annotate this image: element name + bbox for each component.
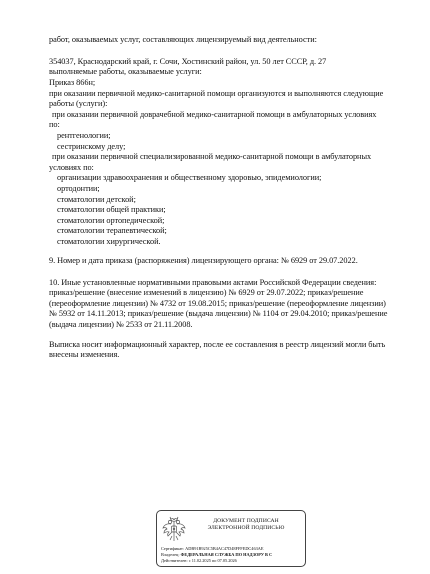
stamp-certificate-label: Сертификат: bbox=[161, 546, 185, 551]
text-line-disclaimer-cont: внесены изменения. bbox=[49, 350, 120, 359]
text-line-address: 354037, Краснодарский край, г. Сочи, Хостинский район, ул. 50 лет СССР, д. 27 bbox=[49, 57, 327, 66]
text-line-orthodontics: ортодонтии; bbox=[57, 184, 100, 193]
text-line-orders-2: (переоформление лицензии) № 4732 от 19.08.2015; приказ/решение (переоформление лицензии) bbox=[49, 299, 386, 308]
text-line-disclaimer: Выписка носит информационный характер, после ее составления в реестр лицензий могли быть bbox=[49, 340, 386, 349]
text-line-pediatric-dentistry: стоматологии детской; bbox=[57, 195, 136, 204]
text-line-primary-care-cont: работы (услуги): bbox=[49, 99, 108, 108]
electronic-signature-stamp bbox=[156, 510, 306, 567]
stamp-validity-value: с 11.02.2025 по 07.05.2026 bbox=[188, 558, 237, 563]
text-line-order: Приказ 866н; bbox=[49, 78, 96, 87]
text-line-works-heading: выполняемые работы, оказываемые услуги: bbox=[49, 67, 202, 76]
stamp-title-line-1: ДОКУМЕНТ ПОДПИСАН bbox=[213, 518, 279, 524]
text-line-specialized-care-cont: условиях по: bbox=[49, 163, 94, 172]
text-line-radiology: рентгенологии; bbox=[57, 131, 111, 140]
stamp-owner-row bbox=[161, 552, 272, 557]
text-line-section-10: 10. Иные установленные нормативными правовыми актами Российской Федерации сведения: bbox=[49, 278, 377, 287]
text-line-orders-4: (выдача лицензии) № 2533 от 21.11.2008. bbox=[49, 320, 193, 329]
text-line-orthopedic-dentistry: стоматологии ортопедической; bbox=[57, 216, 165, 225]
stamp-validity-row bbox=[161, 558, 237, 563]
text-line-orders-3: № 5932 от 14.11.2013; приказ/решение (выдача лицензии) № 1104 от 29.04.2010; приказ/решение bbox=[49, 309, 388, 318]
stamp-validity-label: Действителен: bbox=[161, 558, 188, 563]
text-line-specialized-care: при оказании первичной специализированной медико-санитарной помощи в амбулаторных bbox=[52, 152, 372, 161]
text-line-primary-care: при оказании первичной медико-санитарной помощи организуются и выполняются следующие bbox=[49, 89, 384, 98]
text-line-operations-address-heading: работ, оказываемых услуг, составляющих лицензируемый вид деятельности: bbox=[49, 35, 317, 44]
text-line-nursing: сестринскому делу; bbox=[57, 142, 126, 151]
text-line-surgical-dentistry: стоматологии хирургической. bbox=[57, 237, 161, 246]
text-line-therapeutic-dentistry: стоматологии терапевтической; bbox=[57, 226, 167, 235]
text-line-general-dentistry: стоматологии общей практики; bbox=[57, 205, 166, 214]
text-line-section-9: 9. Номер и дата приказа (распоряжения) лицензирующего органа: № 6929 от 29.07.2022. bbox=[49, 256, 358, 265]
stamp-title-line-2: ЭЛЕКТРОННОЙ ПОДПИСЬЮ bbox=[207, 525, 285, 531]
text-line-orders-1: приказ/решение (внесение изменений в лицензию) № 6929 от 29.07.2022; приказ/решение bbox=[49, 288, 364, 297]
text-line-healthcare-organization: организации здравоохранения и общественному здоровью, эпидемиологии; bbox=[57, 173, 322, 182]
stamp-owner-label: Владелец: bbox=[161, 552, 180, 557]
text-line-prehospital-care: при оказании первичной доврачебной медико-санитарной помощи в амбулаторных условиях bbox=[52, 110, 377, 119]
stamp-certificate-value: ADB91B925C5B4AC47D48FFFEDC463AE bbox=[185, 546, 264, 551]
stamp-certificate-row bbox=[161, 546, 263, 551]
double-headed-eagle-emblem-icon bbox=[161, 515, 187, 543]
stamp-owner-value: ФЕДЕРАЛЬНАЯ СЛУЖБА ПО НАДЗОРУ В С bbox=[180, 552, 273, 557]
text-line-prehospital-care-cont: по: bbox=[49, 120, 60, 129]
